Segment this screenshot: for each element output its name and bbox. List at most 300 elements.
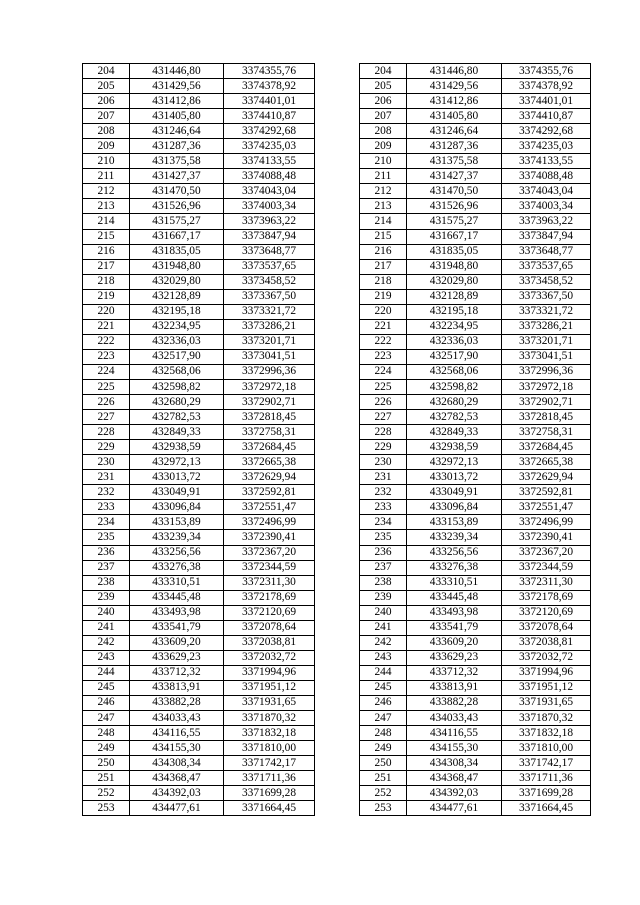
right-x-coordinate-cell: 433493,98 [407,605,502,620]
right-y-coordinate-cell: 3373321,72 [502,304,591,319]
left-point-number-cell: 222 [83,334,130,349]
right-x-coordinate-cell: 431412,86 [407,94,502,109]
left-x-coordinate-cell: 434033,43 [130,711,224,726]
right-x-coordinate-cell: 433882,28 [407,695,502,710]
column-gap-cell [315,364,360,379]
column-gap-cell [315,545,360,560]
right-x-coordinate-cell: 432195,18 [407,304,502,319]
left-x-coordinate-cell: 433882,28 [130,695,224,710]
right-x-coordinate-cell: 432938,59 [407,440,502,455]
right-x-coordinate-cell: 431470,50 [407,184,502,199]
table-row [83,635,591,650]
left-x-coordinate-cell: 432029,80 [130,274,224,289]
right-y-coordinate-cell: 3374133,55 [502,154,591,169]
left-point-number-cell: 235 [83,530,130,545]
column-gap-cell [315,590,360,605]
left-point-number-cell: 207 [83,109,130,124]
right-x-coordinate-cell: 433629,23 [407,650,502,665]
right-point-number-cell: 241 [360,620,407,635]
table-row [83,726,591,741]
right-point-number-cell: 247 [360,711,407,726]
left-y-coordinate-cell: 3373963,22 [224,214,315,229]
left-point-number-cell: 243 [83,650,130,665]
column-gap-cell [315,395,360,410]
right-x-coordinate-cell: 431287,36 [407,139,502,154]
right-point-number-cell: 223 [360,349,407,364]
right-x-coordinate-cell: 433541,79 [407,620,502,635]
right-point-number-cell: 217 [360,259,407,274]
left-point-number-cell: 227 [83,410,130,425]
right-point-number-cell: 220 [360,304,407,319]
left-x-coordinate-cell: 433712,32 [130,665,224,680]
left-x-coordinate-cell: 431446,80 [130,64,224,79]
left-x-coordinate-cell: 431470,50 [130,184,224,199]
left-x-coordinate-cell: 432568,06 [130,364,224,379]
left-y-coordinate-cell: 3372972,18 [224,379,315,394]
right-point-number-cell: 225 [360,379,407,394]
right-point-number-cell: 224 [360,364,407,379]
left-point-number-cell: 218 [83,274,130,289]
right-point-number-cell: 216 [360,244,407,259]
left-y-coordinate-cell: 3372592,81 [224,485,315,500]
column-gap-cell [315,440,360,455]
right-point-number-cell: 236 [360,545,407,560]
left-x-coordinate-cell: 434155,30 [130,741,224,756]
right-point-number-cell: 252 [360,786,407,801]
right-point-number-cell: 215 [360,229,407,244]
right-y-coordinate-cell: 3373963,22 [502,214,591,229]
left-point-number-cell: 236 [83,545,130,560]
column-gap-cell [315,64,360,79]
table-row [83,545,591,560]
right-y-coordinate-cell: 3372496,99 [502,515,591,530]
column-gap-cell [315,304,360,319]
table-row [83,244,591,259]
right-y-coordinate-cell: 3372684,45 [502,440,591,455]
left-point-number-cell: 238 [83,575,130,590]
left-y-coordinate-cell: 3372758,31 [224,425,315,440]
right-point-number-cell: 238 [360,575,407,590]
right-point-number-cell: 231 [360,470,407,485]
right-point-number-cell: 226 [360,395,407,410]
column-gap-cell [315,605,360,620]
left-x-coordinate-cell: 431375,58 [130,154,224,169]
left-point-number-cell: 240 [83,605,130,620]
right-y-coordinate-cell: 3372551,47 [502,500,591,515]
left-y-coordinate-cell: 3371951,12 [224,680,315,695]
column-gap-cell [315,680,360,695]
table-row [83,259,591,274]
table-row [83,515,591,530]
left-point-number-cell: 246 [83,695,130,710]
table-row [83,756,591,771]
right-point-number-cell: 229 [360,440,407,455]
left-x-coordinate-cell: 433493,98 [130,605,224,620]
right-y-coordinate-cell: 3371810,00 [502,741,591,756]
right-x-coordinate-cell: 432680,29 [407,395,502,410]
table-row [83,440,591,455]
left-point-number-cell: 244 [83,665,130,680]
right-x-coordinate-cell: 433445,48 [407,590,502,605]
left-y-coordinate-cell: 3371742,17 [224,756,315,771]
right-y-coordinate-cell: 3374292,68 [502,124,591,139]
left-x-coordinate-cell: 434308,34 [130,756,224,771]
left-x-coordinate-cell: 433153,89 [130,515,224,530]
table-row [83,334,591,349]
table-row [83,801,591,816]
right-y-coordinate-cell: 3372972,18 [502,379,591,394]
column-gap-cell [315,756,360,771]
left-point-number-cell: 242 [83,635,130,650]
left-x-coordinate-cell: 432680,29 [130,395,224,410]
left-y-coordinate-cell: 3374235,03 [224,139,315,154]
column-gap-cell [315,711,360,726]
right-point-number-cell: 232 [360,485,407,500]
left-point-number-cell: 210 [83,154,130,169]
left-y-coordinate-cell: 3372629,94 [224,470,315,485]
right-point-number-cell: 237 [360,560,407,575]
table-row [83,620,591,635]
left-point-number-cell: 239 [83,590,130,605]
right-x-coordinate-cell: 434116,55 [407,726,502,741]
right-point-number-cell: 222 [360,334,407,349]
right-x-coordinate-cell: 432234,95 [407,319,502,334]
right-y-coordinate-cell: 3372078,64 [502,620,591,635]
right-y-coordinate-cell: 3372032,72 [502,650,591,665]
column-gap-cell [315,139,360,154]
right-y-coordinate-cell: 3372120,69 [502,605,591,620]
right-point-number-cell: 211 [360,169,407,184]
right-x-coordinate-cell: 433256,56 [407,545,502,560]
coordinates-table [82,63,591,816]
left-x-coordinate-cell: 432782,53 [130,410,224,425]
right-x-coordinate-cell: 432972,13 [407,455,502,470]
right-point-number-cell: 234 [360,515,407,530]
right-point-number-cell: 207 [360,109,407,124]
left-y-coordinate-cell: 3372496,99 [224,515,315,530]
left-point-number-cell: 232 [83,485,130,500]
left-y-coordinate-cell: 3371994,96 [224,665,315,680]
right-y-coordinate-cell: 3372902,71 [502,395,591,410]
left-y-coordinate-cell: 3372551,47 [224,500,315,515]
left-point-number-cell: 206 [83,94,130,109]
right-x-coordinate-cell: 431246,64 [407,124,502,139]
right-y-coordinate-cell: 3371832,18 [502,726,591,741]
left-point-number-cell: 225 [83,379,130,394]
left-x-coordinate-cell: 432336,03 [130,334,224,349]
column-gap-cell [315,79,360,94]
column-gap-cell [315,786,360,801]
left-y-coordinate-cell: 3373537,65 [224,259,315,274]
table-row [83,711,591,726]
left-x-coordinate-cell: 434477,61 [130,801,224,816]
table-row [83,154,591,169]
right-x-coordinate-cell: 433310,51 [407,575,502,590]
right-point-number-cell: 214 [360,214,407,229]
right-point-number-cell: 228 [360,425,407,440]
table-row [83,410,591,425]
column-gap-cell [315,515,360,530]
left-x-coordinate-cell: 434368,47 [130,771,224,786]
column-gap-cell [315,560,360,575]
left-y-coordinate-cell: 3372032,72 [224,650,315,665]
left-point-number-cell: 212 [83,184,130,199]
right-x-coordinate-cell: 432517,90 [407,349,502,364]
column-gap-cell [315,620,360,635]
table-row [83,109,591,124]
right-x-coordinate-cell: 433609,20 [407,635,502,650]
left-point-number-cell: 245 [83,680,130,695]
right-point-number-cell: 245 [360,680,407,695]
table-row [83,139,591,154]
left-y-coordinate-cell: 3373847,94 [224,229,315,244]
right-y-coordinate-cell: 3371951,12 [502,680,591,695]
right-point-number-cell: 227 [360,410,407,425]
right-point-number-cell: 240 [360,605,407,620]
left-y-coordinate-cell: 3372038,81 [224,635,315,650]
right-point-number-cell: 246 [360,695,407,710]
right-y-coordinate-cell: 3373458,52 [502,274,591,289]
right-y-coordinate-cell: 3374410,87 [502,109,591,124]
table-row [83,500,591,515]
table-row [83,530,591,545]
column-gap-cell [315,455,360,470]
right-x-coordinate-cell: 434033,43 [407,711,502,726]
left-x-coordinate-cell: 433239,34 [130,530,224,545]
right-point-number-cell: 213 [360,199,407,214]
left-y-coordinate-cell: 3372367,20 [224,545,315,560]
right-y-coordinate-cell: 3371742,17 [502,756,591,771]
left-x-coordinate-cell: 433445,48 [130,590,224,605]
left-y-coordinate-cell: 3374133,55 [224,154,315,169]
left-x-coordinate-cell: 434116,55 [130,726,224,741]
left-y-coordinate-cell: 3372078,64 [224,620,315,635]
left-x-coordinate-cell: 432517,90 [130,349,224,364]
right-point-number-cell: 248 [360,726,407,741]
right-y-coordinate-cell: 3374378,92 [502,79,591,94]
left-point-number-cell: 230 [83,455,130,470]
right-x-coordinate-cell: 431667,17 [407,229,502,244]
right-point-number-cell: 250 [360,756,407,771]
left-y-coordinate-cell: 3371832,18 [224,726,315,741]
right-point-number-cell: 242 [360,635,407,650]
right-y-coordinate-cell: 3371664,45 [502,801,591,816]
left-point-number-cell: 249 [83,741,130,756]
right-y-coordinate-cell: 3374401,01 [502,94,591,109]
right-point-number-cell: 212 [360,184,407,199]
right-x-coordinate-cell: 433153,89 [407,515,502,530]
right-x-coordinate-cell: 434392,03 [407,786,502,801]
column-gap-cell [315,244,360,259]
right-y-coordinate-cell: 3373537,65 [502,259,591,274]
column-gap-cell [315,214,360,229]
right-point-number-cell: 208 [360,124,407,139]
left-y-coordinate-cell: 3371711,36 [224,771,315,786]
left-y-coordinate-cell: 3372665,38 [224,455,315,470]
left-x-coordinate-cell: 433276,38 [130,560,224,575]
right-y-coordinate-cell: 3374088,48 [502,169,591,184]
right-point-number-cell: 204 [360,64,407,79]
left-point-number-cell: 214 [83,214,130,229]
table-row [83,184,591,199]
left-y-coordinate-cell: 3371810,00 [224,741,315,756]
left-x-coordinate-cell: 432598,82 [130,379,224,394]
right-x-coordinate-cell: 433049,91 [407,485,502,500]
left-point-number-cell: 213 [83,199,130,214]
right-y-coordinate-cell: 3373041,51 [502,349,591,364]
table-row [83,560,591,575]
right-x-coordinate-cell: 432568,06 [407,364,502,379]
right-x-coordinate-cell: 431575,27 [407,214,502,229]
left-y-coordinate-cell: 3373321,72 [224,304,315,319]
table-row [83,771,591,786]
left-point-number-cell: 233 [83,500,130,515]
table-row [83,94,591,109]
right-y-coordinate-cell: 3372038,81 [502,635,591,650]
left-point-number-cell: 226 [83,395,130,410]
column-gap-cell [315,124,360,139]
table-row [83,650,591,665]
column-gap-cell [315,741,360,756]
right-y-coordinate-cell: 3371994,96 [502,665,591,680]
left-y-coordinate-cell: 3374292,68 [224,124,315,139]
right-y-coordinate-cell: 3371711,36 [502,771,591,786]
right-point-number-cell: 239 [360,590,407,605]
right-x-coordinate-cell: 432128,89 [407,289,502,304]
left-y-coordinate-cell: 3373286,21 [224,319,315,334]
left-point-number-cell: 208 [83,124,130,139]
left-x-coordinate-cell: 433049,91 [130,485,224,500]
column-gap-cell [315,695,360,710]
right-y-coordinate-cell: 3372178,69 [502,590,591,605]
column-gap-cell [315,650,360,665]
left-point-number-cell: 234 [83,515,130,530]
right-point-number-cell: 251 [360,771,407,786]
left-x-coordinate-cell: 431667,17 [130,229,224,244]
left-x-coordinate-cell: 433310,51 [130,575,224,590]
right-point-number-cell: 230 [360,455,407,470]
left-point-number-cell: 253 [83,801,130,816]
right-x-coordinate-cell: 434368,47 [407,771,502,786]
right-x-coordinate-cell: 433096,84 [407,500,502,515]
left-y-coordinate-cell: 3373648,77 [224,244,315,259]
coordinates-table-body [83,64,591,816]
right-y-coordinate-cell: 3372390,41 [502,530,591,545]
column-gap-cell [315,199,360,214]
left-x-coordinate-cell: 431575,27 [130,214,224,229]
right-point-number-cell: 218 [360,274,407,289]
left-point-number-cell: 247 [83,711,130,726]
table-row [83,605,591,620]
right-x-coordinate-cell: 433239,34 [407,530,502,545]
right-y-coordinate-cell: 3372344,59 [502,560,591,575]
left-x-coordinate-cell: 431427,37 [130,169,224,184]
left-x-coordinate-cell: 432972,13 [130,455,224,470]
column-gap-cell [315,726,360,741]
right-y-coordinate-cell: 3371931,65 [502,695,591,710]
left-point-number-cell: 219 [83,289,130,304]
left-point-number-cell: 237 [83,560,130,575]
table-row [83,379,591,394]
table-row [83,199,591,214]
table-row [83,229,591,244]
left-point-number-cell: 228 [83,425,130,440]
left-y-coordinate-cell: 3372684,45 [224,440,315,455]
table-row [83,680,591,695]
right-point-number-cell: 235 [360,530,407,545]
right-x-coordinate-cell: 434477,61 [407,801,502,816]
left-x-coordinate-cell: 434392,03 [130,786,224,801]
right-point-number-cell: 249 [360,741,407,756]
left-x-coordinate-cell: 431526,96 [130,199,224,214]
column-gap-cell [315,289,360,304]
table-row [83,214,591,229]
left-y-coordinate-cell: 3374088,48 [224,169,315,184]
left-x-coordinate-cell: 433609,20 [130,635,224,650]
left-point-number-cell: 248 [83,726,130,741]
column-gap-cell [315,94,360,109]
left-y-coordinate-cell: 3372996,36 [224,364,315,379]
right-x-coordinate-cell: 431446,80 [407,64,502,79]
right-x-coordinate-cell: 433276,38 [407,560,502,575]
left-x-coordinate-cell: 433096,84 [130,500,224,515]
left-x-coordinate-cell: 431287,36 [130,139,224,154]
left-point-number-cell: 252 [83,786,130,801]
table-row [83,395,591,410]
right-y-coordinate-cell: 3373201,71 [502,334,591,349]
table-row [83,349,591,364]
right-point-number-cell: 243 [360,650,407,665]
column-gap-cell [315,530,360,545]
left-y-coordinate-cell: 3372902,71 [224,395,315,410]
column-gap-cell [315,379,360,394]
right-point-number-cell: 205 [360,79,407,94]
left-x-coordinate-cell: 432195,18 [130,304,224,319]
right-y-coordinate-cell: 3372818,45 [502,410,591,425]
right-y-coordinate-cell: 3372311,30 [502,575,591,590]
left-y-coordinate-cell: 3373367,50 [224,289,315,304]
right-point-number-cell: 244 [360,665,407,680]
left-point-number-cell: 250 [83,756,130,771]
right-x-coordinate-cell: 432598,82 [407,379,502,394]
left-point-number-cell: 217 [83,259,130,274]
left-x-coordinate-cell: 432849,33 [130,425,224,440]
column-gap-cell [315,229,360,244]
table-row [83,289,591,304]
table-row [83,304,591,319]
left-y-coordinate-cell: 3371699,28 [224,786,315,801]
left-point-number-cell: 205 [83,79,130,94]
left-y-coordinate-cell: 3372178,69 [224,590,315,605]
right-y-coordinate-cell: 3372996,36 [502,364,591,379]
left-y-coordinate-cell: 3372311,30 [224,575,315,590]
right-point-number-cell: 209 [360,139,407,154]
column-gap-cell [315,470,360,485]
left-x-coordinate-cell: 433541,79 [130,620,224,635]
table-row [83,64,591,79]
right-y-coordinate-cell: 3374355,76 [502,64,591,79]
table-row [83,124,591,139]
left-point-number-cell: 224 [83,364,130,379]
right-x-coordinate-cell: 433813,91 [407,680,502,695]
column-gap-cell [315,425,360,440]
right-x-coordinate-cell: 434308,34 [407,756,502,771]
right-point-number-cell: 221 [360,319,407,334]
left-point-number-cell: 215 [83,229,130,244]
table-row [83,364,591,379]
right-y-coordinate-cell: 3374043,04 [502,184,591,199]
left-y-coordinate-cell: 3373201,71 [224,334,315,349]
